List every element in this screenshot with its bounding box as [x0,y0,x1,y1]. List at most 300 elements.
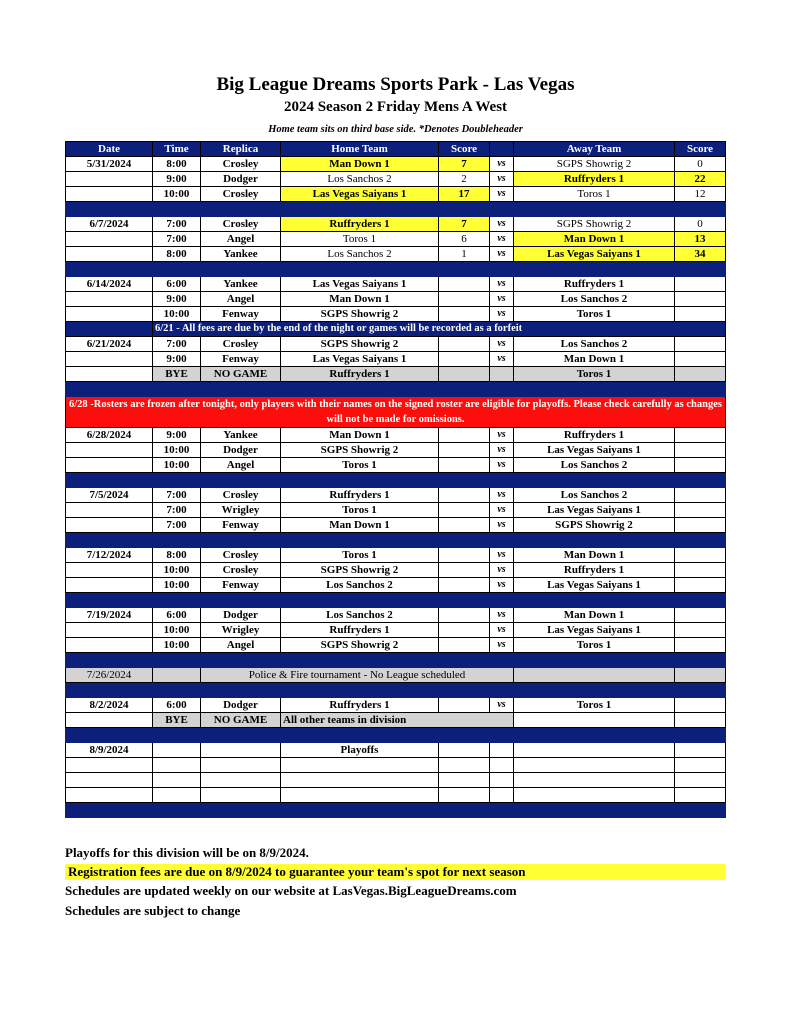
table-row [66,578,726,593]
table-cell-away-score [675,352,726,367]
table-cell-replica: Wrigley [201,503,281,518]
table-cell-home-score [439,428,490,443]
table-cell-home-score [439,307,490,322]
separator-row [66,803,726,818]
table-cell-away-team: Man Down 1 [514,608,675,623]
table-cell-time [153,773,201,788]
separator-cell [201,262,281,277]
table-cell-date: 7/19/2024 [66,608,153,623]
table-cell-away-team [514,668,675,683]
table-cell-away-score [675,428,726,443]
separator-row [66,533,726,548]
table-cell-home-score: 7 [439,217,490,232]
table-cell-away-score: 0 [675,217,726,232]
table-cell-time: 7:00 [153,232,201,247]
table-cell-home-score [439,788,490,803]
table-cell-vs: vs [490,187,514,202]
table-cell-vs: vs [490,458,514,473]
table-cell-home-score: 6 [439,232,490,247]
table-cell-time: 8:00 [153,247,201,262]
separator-row [66,683,726,698]
table-cell-replica: Dodger [201,172,281,187]
table-cell-away-score: 12 [675,187,726,202]
separator-cell [514,473,675,488]
separator-cell [514,533,675,548]
table-cell-date: 7/5/2024 [66,488,153,503]
table-cell-away-score: 13 [675,232,726,247]
separator-cell [490,653,514,668]
table-cell-time: 6:00 [153,608,201,623]
separator-cell [201,653,281,668]
table-cell-home-score [439,488,490,503]
table-cell-replica: Angel [201,638,281,653]
table-cell-away-team: Los Sanchos 2 [514,337,675,352]
col-header-away-team: Away Team [514,142,675,157]
table-cell-home-team: Los Sanchos 2 [281,172,439,187]
separator-cell [675,473,726,488]
table-cell-replica: NO GAME [201,367,281,382]
table-cell-away-team: Las Vegas Saiyans 1 [514,503,675,518]
separator-cell [66,262,153,277]
separator-cell [514,593,675,608]
table-cell-replica [201,743,281,758]
table-cell-date [66,458,153,473]
separator-row [66,653,726,668]
table-cell-replica: Fenway [201,578,281,593]
table-cell-away-team [514,788,675,803]
table-cell-date [66,443,153,458]
table-cell-away-team: Las Vegas Saiyans 1 [514,443,675,458]
table-cell-replica: NO GAME [201,713,281,728]
table-cell-time: 9:00 [153,292,201,307]
table-cell-vs: vs [490,292,514,307]
table-cell-home-score [439,443,490,458]
table-cell-home-score [439,623,490,638]
col-header-time: Time [153,142,201,157]
separator-cell [281,593,439,608]
table-cell-away-score [675,623,726,638]
footer-change: Schedules are subject to change [65,903,241,918]
table-cell-away-score [675,713,726,728]
table-row [66,157,726,172]
table-cell-away-score [675,292,726,307]
separator-cell [514,382,675,397]
col-header-date: Date [66,142,153,157]
footer-website: Schedules are updated weekly on our website at LasVegas.BigLeagueDreams.com [65,883,517,898]
table-cell-away-score [675,503,726,518]
table-cell-vs [490,788,514,803]
table-cell-away-team [514,773,675,788]
table-cell-away-team: Ruffryders 1 [514,428,675,443]
table-row [66,698,726,713]
separator-cell [201,202,281,217]
table-cell-home-score: 2 [439,172,490,187]
footer-fees: Registration fees are due on 8/9/2024 to guarantee your team's spot for next season [65,864,725,880]
table-cell-replica: Crosley [201,157,281,172]
separator-cell [675,533,726,548]
table-cell-time: 9:00 [153,428,201,443]
table-row [66,187,726,202]
table-cell-vs [490,367,514,382]
separator-cell [439,683,490,698]
col-header-home-score: Score [439,142,490,157]
table-cell-date [66,292,153,307]
table-cell-home-score: 7 [439,157,490,172]
bye-text: All other teams in division [281,713,514,728]
table-cell-date [66,758,153,773]
table-cell-date [66,623,153,638]
table-cell-date [66,352,153,367]
separator-cell [66,803,153,818]
table-cell-away-score: 34 [675,247,726,262]
table-cell-date [66,563,153,578]
bye-row [66,367,726,382]
table-cell-away-team: SGPS Showrig 2 [514,518,675,533]
table-cell-date: 8/9/2024 [66,743,153,758]
table-cell-replica: Crosley [201,337,281,352]
table-cell-home-team: SGPS Showrig 2 [281,443,439,458]
table-cell-date: 8/2/2024 [66,698,153,713]
table-cell-vs: vs [490,277,514,292]
table-cell-time: 8:00 [153,157,201,172]
separator-cell [281,262,439,277]
table-cell-vs: vs [490,503,514,518]
separator-cell [66,593,153,608]
table-row [66,217,726,232]
table-cell-home-team: Ruffryders 1 [281,623,439,638]
separator-cell [66,382,153,397]
separator-cell [514,202,675,217]
separator-cell [281,473,439,488]
table-cell-home-score [439,698,490,713]
table-cell-away-team [514,743,675,758]
table-cell-replica [201,758,281,773]
separator-cell [201,728,281,743]
table-cell-home-team: Ruffryders 1 [281,367,439,382]
table-row [66,518,726,533]
table-cell-replica [201,788,281,803]
separator-cell [439,533,490,548]
table-cell-home-score [439,578,490,593]
separator-cell [66,653,153,668]
col-header-away-score: Score [675,142,726,157]
table-cell-home-team [281,758,439,773]
table-cell-time [153,668,201,683]
separator-cell [201,473,281,488]
separator-cell [439,473,490,488]
separator-cell [490,382,514,397]
table-cell-replica: Yankee [201,277,281,292]
table-cell-home-team: Las Vegas Saiyans 1 [281,187,439,202]
table-cell-away-team: Man Down 1 [514,352,675,367]
table-row [66,503,726,518]
table-cell-away-team: Toros 1 [514,307,675,322]
table-cell-vs: vs [490,307,514,322]
table-cell-replica: Crosley [201,488,281,503]
table-cell-home-score [439,518,490,533]
table-cell-replica: Fenway [201,307,281,322]
table-cell-away-score [675,367,726,382]
table-cell-time: 10:00 [153,443,201,458]
table-cell-date: 5/31/2024 [66,157,153,172]
separator-row [66,202,726,217]
table-cell-vs: vs [490,578,514,593]
table-cell-home-score [439,548,490,563]
table-row [66,743,726,758]
table-cell-time: 8:00 [153,548,201,563]
separator-cell [281,683,439,698]
separator-cell [281,653,439,668]
separator-cell [439,653,490,668]
table-cell-vs: vs [490,638,514,653]
table-cell-vs: vs [490,157,514,172]
table-cell-replica: Yankee [201,247,281,262]
table-cell-time: 10:00 [153,187,201,202]
table-cell-time: 10:00 [153,623,201,638]
page-note: Home team sits on third base side. *Denotes Doubleheader [268,124,523,135]
table-cell-date [66,713,153,728]
table-cell-date [66,367,153,382]
table-cell-replica [201,773,281,788]
table-cell-away-score [675,608,726,623]
table-cell-home-score [439,352,490,367]
table-cell-away-score [675,518,726,533]
table-cell-away-team: Las Vegas Saiyans 1 [514,578,675,593]
table-cell-replica: Wrigley [201,623,281,638]
separator-cell [153,202,201,217]
table-cell-home-team: Ruffryders 1 [281,217,439,232]
table-cell-vs: vs [490,247,514,262]
table-cell-time: 10:00 [153,578,201,593]
table-cell-time: 7:00 [153,488,201,503]
table-cell-away-score [675,578,726,593]
table-cell-date [66,232,153,247]
table-cell-home-score [439,367,490,382]
table-cell-vs: vs [490,608,514,623]
separator-cell [281,728,439,743]
table-cell-replica: Crosley [201,187,281,202]
bye-row [66,713,726,728]
table-cell-replica: Dodger [201,698,281,713]
col-header-replica: Replica [201,142,281,157]
table-cell-away-team: Toros 1 [514,698,675,713]
table-cell-home-team: Man Down 1 [281,292,439,307]
separator-cell [66,728,153,743]
separator-cell [66,202,153,217]
separator-cell [153,593,201,608]
table-cell-home-team: Man Down 1 [281,157,439,172]
table-cell-home-score: 17 [439,187,490,202]
table-cell-date: 6/7/2024 [66,217,153,232]
table-cell-replica: Crosley [201,217,281,232]
table-row [66,548,726,563]
table-cell-replica: Crosley [201,548,281,563]
table-cell-vs [490,743,514,758]
table-row [66,638,726,653]
table-cell-away-team: SGPS Showrig 2 [514,217,675,232]
table-cell-away-team: SGPS Showrig 2 [514,157,675,172]
separator-cell [201,683,281,698]
table-cell-home-score [439,503,490,518]
table-cell-home-score [439,563,490,578]
separator-cell [439,803,490,818]
table-cell-away-score [675,307,726,322]
table-cell-away-score [675,277,726,292]
table-row [66,773,726,788]
table-cell-replica: Angel [201,232,281,247]
notice-row [66,322,726,337]
separator-cell [439,728,490,743]
table-row [66,307,726,322]
table-cell-time: 10:00 [153,563,201,578]
table-cell-replica: Yankee [201,428,281,443]
separator-cell [514,683,675,698]
table-cell-away-score [675,773,726,788]
table-row [66,292,726,307]
table-cell-home-team: Los Sanchos 2 [281,578,439,593]
table-cell-away-team: Toros 1 [514,367,675,382]
separator-cell [675,593,726,608]
table-row [66,563,726,578]
table-row [66,623,726,638]
table-cell-date: 6/21/2024 [66,337,153,352]
separator-cell [675,202,726,217]
table-cell-time: 6:00 [153,277,201,292]
table-cell-home-team: Toros 1 [281,503,439,518]
separator-row [66,473,726,488]
table-cell-vs [490,773,514,788]
table-cell-away-score [675,638,726,653]
separator-cell [490,533,514,548]
separator-cell [153,728,201,743]
table-cell-vs: vs [490,217,514,232]
col-header-home-team: Home Team [281,142,439,157]
table-cell-time: 7:00 [153,518,201,533]
table-cell-home-team: Toros 1 [281,458,439,473]
table-row [66,788,726,803]
separator-cell [439,202,490,217]
separator-cell [153,262,201,277]
table-cell-vs: vs [490,563,514,578]
table-row [66,608,726,623]
event-row [66,668,726,683]
alert-text: 6/28 -Rosters are frozen after tonight, only players with their names on the signed roster are eligible for playoffs. Please check carefully as changes will not be made for omissions. [66,397,726,428]
separator-cell [66,473,153,488]
separator-cell [153,473,201,488]
table-cell-replica: Fenway [201,518,281,533]
table-cell-home-team: Man Down 1 [281,518,439,533]
table-cell-replica: Angel [201,292,281,307]
table-cell-home-score [439,277,490,292]
table-header-row [66,142,726,157]
table-cell-away-score [675,563,726,578]
separator-row [66,728,726,743]
table-cell-home-score [439,743,490,758]
table-cell-vs: vs [490,698,514,713]
footer-playoffs: Playoffs for this division will be on 8/9/2024. [65,845,309,860]
table-row [66,458,726,473]
table-cell-away-team: Los Sanchos 2 [514,488,675,503]
separator-cell [490,202,514,217]
separator-cell [201,803,281,818]
table-cell-replica: Dodger [201,608,281,623]
table-cell-vs: vs [490,518,514,533]
separator-cell [201,533,281,548]
table-cell-replica: Angel [201,458,281,473]
table-cell-date [66,788,153,803]
separator-cell [675,382,726,397]
table-cell-away-score [675,443,726,458]
table-cell-time: BYE [153,713,201,728]
separator-cell [514,262,675,277]
table-cell-home-team [281,788,439,803]
separator-cell [281,533,439,548]
table-cell-home-team: Man Down 1 [281,428,439,443]
table-cell-time: 9:00 [153,172,201,187]
table-cell-date: 7/26/2024 [66,668,153,683]
separator-cell [439,382,490,397]
table-row [66,758,726,773]
table-cell-vs: vs [490,232,514,247]
separator-cell [201,593,281,608]
notice-text: 6/21 - All fees are due by the end of the night or games will be recorded as a forfeit [153,322,726,337]
table-cell-date: 6/14/2024 [66,277,153,292]
table-cell-time: 10:00 [153,458,201,473]
table-cell-vs: vs [490,172,514,187]
separator-cell [675,803,726,818]
table-cell-away-score [675,458,726,473]
table-row [66,443,726,458]
table-cell-time: 7:00 [153,503,201,518]
table-cell-home-team: SGPS Showrig 2 [281,337,439,352]
table-cell-time [153,788,201,803]
table-cell-date: 6/28/2024 [66,428,153,443]
table-cell-vs: vs [490,548,514,563]
table-cell-replica: Dodger [201,443,281,458]
table-cell-away-team: Toros 1 [514,638,675,653]
table-cell-date [66,247,153,262]
table-row [66,232,726,247]
table-cell-away-team: Man Down 1 [514,548,675,563]
table-cell-vs: vs [490,443,514,458]
table-cell-home-team: Los Sanchos 2 [281,247,439,262]
table-cell-vs: vs [490,488,514,503]
table-cell-away-score [675,758,726,773]
table-cell-time [153,758,201,773]
table-cell-date [66,187,153,202]
separator-cell [281,202,439,217]
table-cell-away-score [675,488,726,503]
table-cell-vs: vs [490,623,514,638]
table-cell-date [66,773,153,788]
table-cell-home-team [281,773,439,788]
table-cell-time: BYE [153,367,201,382]
table-cell-away-team: Las Vegas Saiyans 1 [514,623,675,638]
separator-cell [153,533,201,548]
separator-cell [675,653,726,668]
table-cell-home-score [439,337,490,352]
separator-cell [490,473,514,488]
separator-cell [514,653,675,668]
table-cell-home-score [439,758,490,773]
table-cell-home-team: SGPS Showrig 2 [281,563,439,578]
separator-cell [153,683,201,698]
separator-row [66,593,726,608]
table-cell-home-team: SGPS Showrig 2 [281,638,439,653]
table-cell-time: 9:00 [153,352,201,367]
table-row [66,428,726,443]
table-cell-home-score [439,638,490,653]
